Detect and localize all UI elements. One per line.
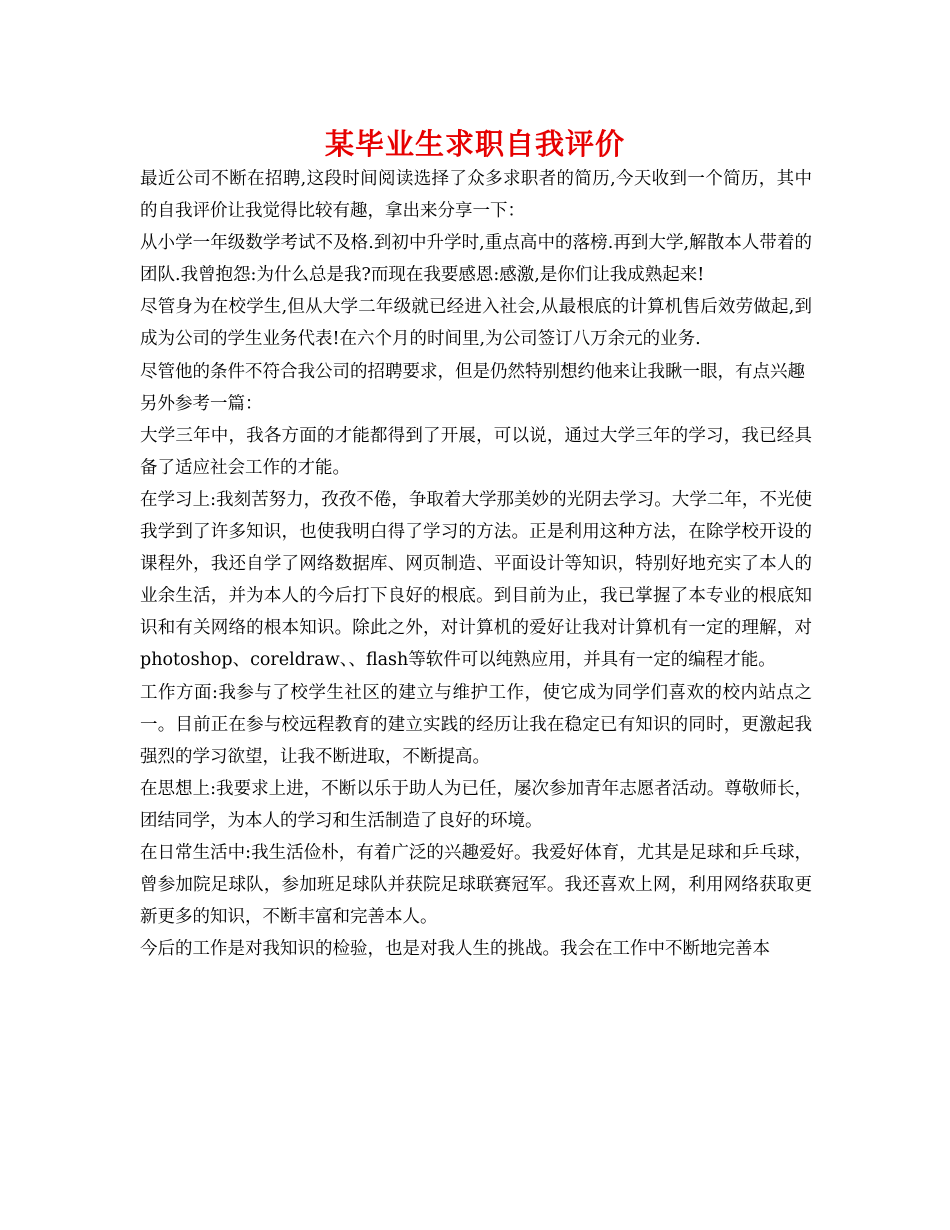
paragraph: 在日常生活中:我生活俭朴，有着广泛的兴趣爱好。我爱好体育，尤其是足球和乒乓球，曾参加院足球队，参加班足球队并获院足球联赛冠军。我还喜欢上网，利用网络获取更新更多的知识，不断丰富和完善本人。 [140, 842, 812, 928]
paragraph: 大学三年中，我各方面的才能都得到了开展，可以说，通过大学三年的学习，我已经具备了适应社会工作的才能。 [140, 425, 812, 478]
paragraph: 今后的工作是对我知识的检验，也是对我人生的挑战。我会在工作中不断地完善本 [140, 939, 770, 960]
paragraph: 另外参考一篇： [140, 393, 263, 414]
paragraph: 从小学一年级数学考试不及格.到初中升学时,重点高中的落榜.再到大学,解散本人带着的团队.我曾抱怨:为什么总是我?而现在我要感恩:感激,是你们让我成熟起来! [140, 233, 812, 286]
paragraph: 在学习上:我刻苦努力，孜孜不倦，争取着大学那美妙的光阴去学习。大学二年，不光使我学到了许多知识，也使我明白得了学习的方法。正是利用这种方法，在除学校开设的课程外，我还自学了网络数据库、网页制造、平面设计等知识，特别好地充实了本人的业余生活，并为本人的今后打下良好的根底。到目前为止，我已掌握了本专业的根底知识和有关网络的根本知识。除此之外，对计算机的爱好让我对计算机有一定的理解，对photoshop、coreldraw、、flash等软件可以纯熟应用，并具有一定的编程才能。 [140, 489, 812, 671]
paragraph: 工作方面:我参与了校学生社区的建立与维护工作，使它成为同学们喜欢的校内站点之一。目前正在参与校远程教育的建立实践的经历让我在稳定已有知识的同时，更激起我强烈的学习欲望，让我不断进取，不断提高。 [140, 682, 812, 767]
paragraph: 尽管身为在校学生,但从大学二年级就已经进入社会,从最根底的计算机售后效劳做起,到成为公司的学生业务代表!在六个月的时间里,为公司签订八万余元的业务. [140, 297, 812, 350]
document-title: 某毕业生求职自我评价 [324, 127, 625, 161]
paragraph: 最近公司不断在招聘,这段时间阅读选择了众多求职者的简历,今天收到一个简历，其中的自我评价让我觉得比较有趣，拿出来分享一下： [140, 169, 812, 222]
document-body [140, 163, 812, 965]
paragraph: 在思想上:我要求上进，不断以乐于助人为已任，屡次参加青年志愿者活动。尊敬师长，团结同学，为本人的学习和生活制造了良好的环境。 [140, 778, 812, 831]
paragraph: 尽管他的条件不符合我公司的招聘要求，但是仍然特别想约他来让我瞅一眼，有点兴趣 [140, 361, 805, 382]
